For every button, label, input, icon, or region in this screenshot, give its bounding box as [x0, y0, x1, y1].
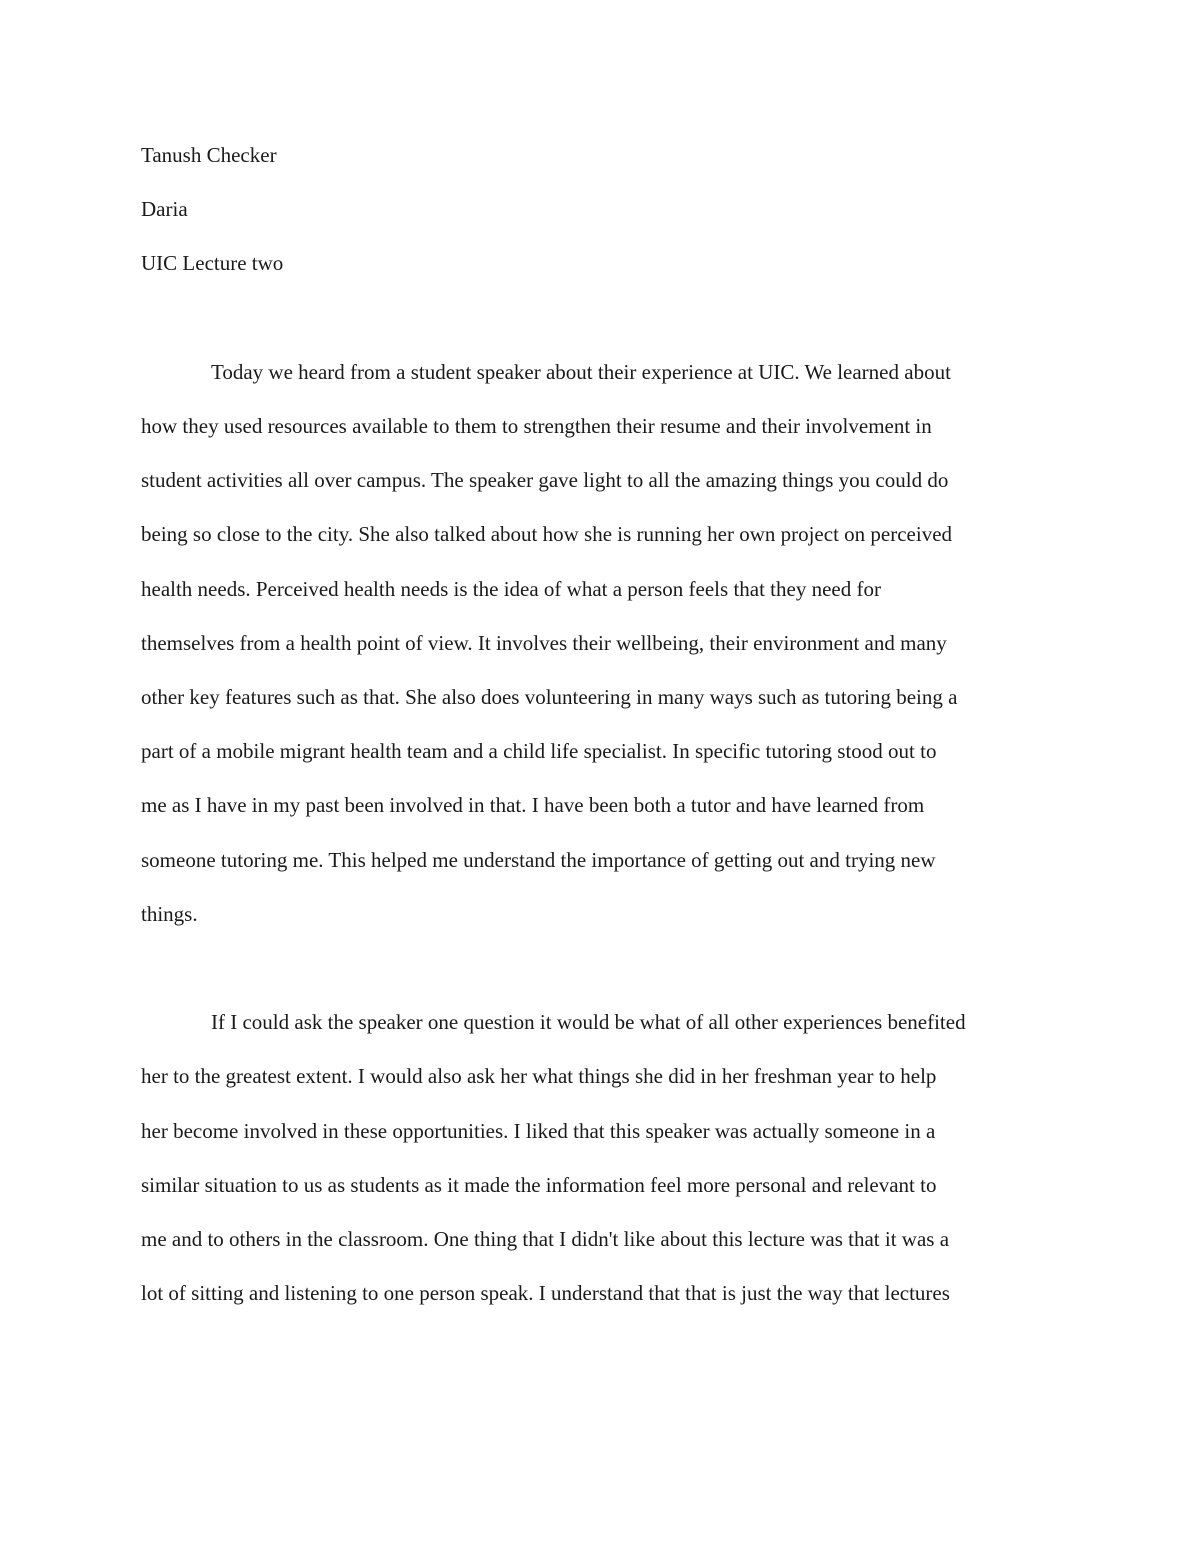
paragraph-line: lot of sitting and listening to one person speak. I understand that that is just the way that lectures: [141, 1281, 950, 1306]
paragraph-line: student activities all over campus. The speaker gave light to all the amazing things you could do: [141, 468, 949, 493]
paragraph-line: If I could ask the speaker one question it would be what of all other experiences benefited: [211, 1010, 966, 1035]
paragraph-line: part of a mobile migrant health team and a child life specialist. In specific tutoring stood out to: [141, 739, 937, 764]
paragraph-line: health needs. Perceived health needs is the idea of what a person feels that they need for: [141, 576, 881, 601]
paragraph-line: similar situation to us as students as it made the information feel more personal and relevant to: [141, 1172, 937, 1197]
document-content: [141, 128, 1066, 1320]
paragraph-line: how they used resources available to them to strengthen their resume and their involvement in: [141, 414, 932, 438]
spacer: [141, 291, 1066, 345]
paragraph-line: being so close to the city. She also talked about how she is running her own project on perceived: [141, 522, 953, 547]
paragraph-line: things.: [141, 901, 198, 926]
paragraph-1: [141, 345, 1066, 941]
document-title: UIC Lecture two: [141, 251, 284, 276]
paragraph-line: someone tutoring me. This helped me understand the importance of getting out and trying new: [141, 847, 936, 872]
paragraph-line: her become involved in these opportunities. I liked that this speaker was actually someone in a: [141, 1118, 936, 1143]
paragraph-line: me and to others in the classroom. One thing that I didn't like about this lecture was that it was a: [141, 1227, 950, 1252]
author-name: Tanush Checker: [141, 143, 277, 167]
paragraph-line: themselves from a health point of view. It involves their wellbeing, their environment and many: [141, 630, 947, 655]
paragraph-line: Today we heard from a student speaker about their experience at UIC. We learned about: [211, 359, 951, 384]
paragraph-2: [141, 995, 1066, 1320]
paragraph-line: me as I have in my past been involved in that. I have been both a tutor and have learned from: [141, 793, 925, 818]
instructor-name: Daria: [141, 197, 188, 222]
spacer: [141, 941, 1066, 995]
paragraph-line: other key features such as that. She also does volunteering in many ways such as tutoring being a: [141, 685, 958, 710]
paragraph-line: her to the greatest extent. I would also ask her what things she did in her freshman year to help: [141, 1064, 937, 1089]
